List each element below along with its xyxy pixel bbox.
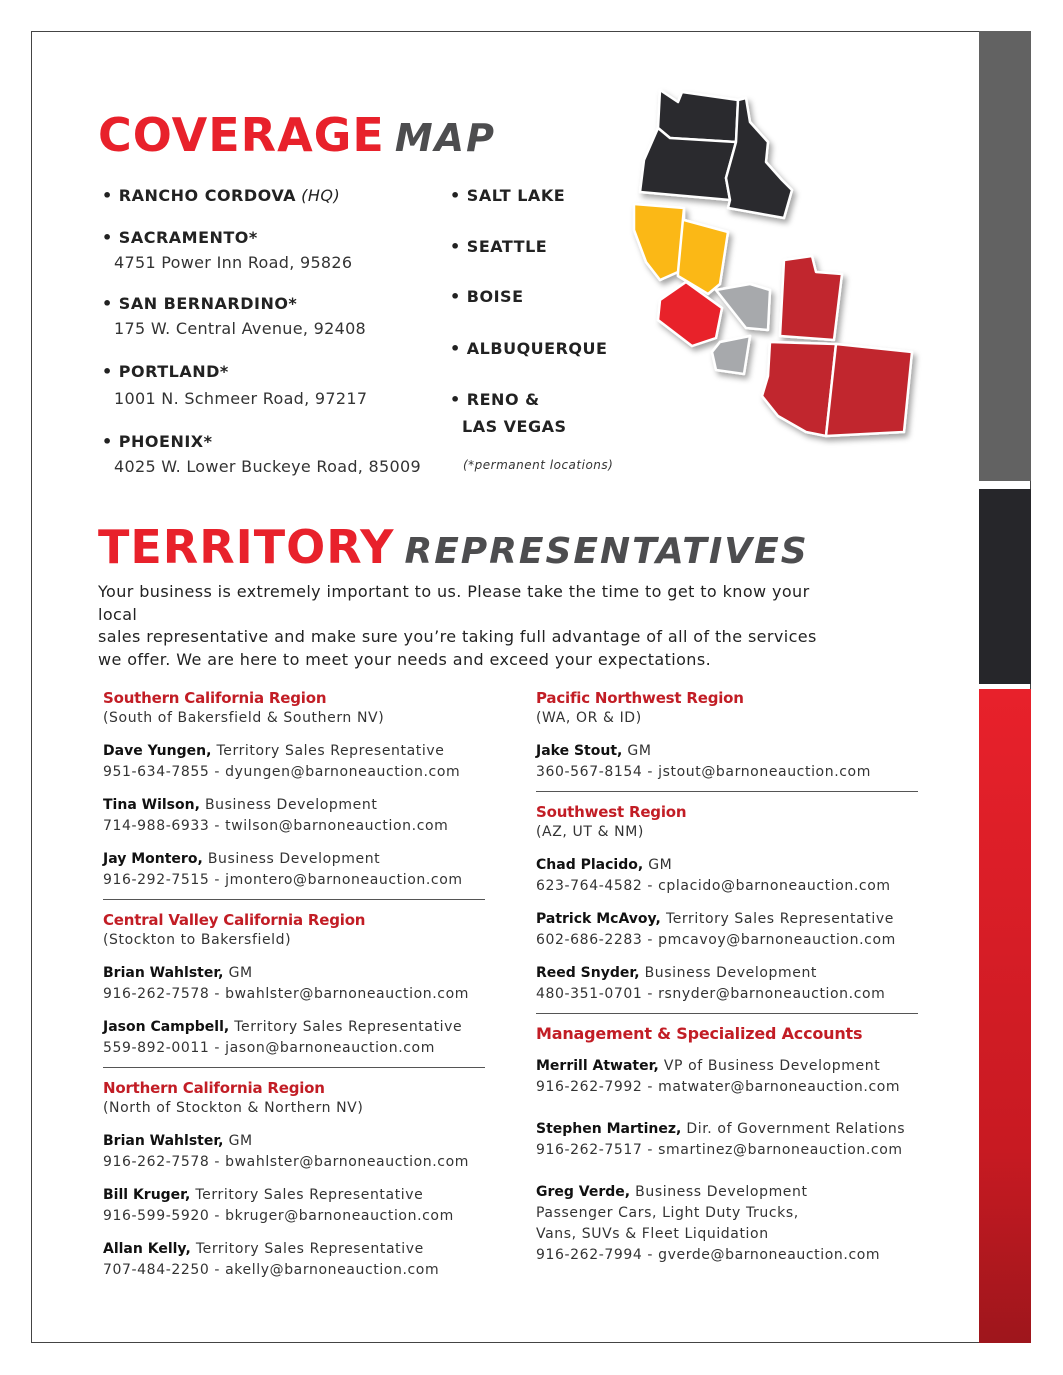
rep-entry: [103, 1185, 485, 1227]
rep-entry: [103, 963, 485, 1005]
rep-contact[interactable]: 916-262-7578 - bwahlster@barnoneauction.com: [103, 1154, 469, 1170]
rep-name: Greg Verde,: [536, 1184, 631, 1200]
rep-entry: [536, 1182, 918, 1266]
reps-column-right: [536, 688, 918, 1266]
rep-role: GM: [622, 743, 652, 759]
region-title: Central Valley California Region: [103, 911, 366, 929]
rep-contact[interactable]: 623-764-4582 - cplacido@barnoneauction.com: [536, 878, 891, 894]
territory-title-main: TERRITORY: [98, 520, 395, 574]
location-name: • PORTLAND*: [102, 362, 229, 381]
territory-title-sub: REPRESENTATIVES: [404, 531, 809, 572]
location-list-right: [450, 183, 607, 439]
rep-role: GM: [223, 1133, 253, 1149]
rep-detail: Vans, SUVs & Fleet Liquidation: [536, 1226, 769, 1242]
rep-entry: [103, 1017, 485, 1059]
rep-contact[interactable]: 602-686-2283 - pmcavoy@barnoneauction.com: [536, 932, 896, 948]
rep-contact[interactable]: 707-484-2250 - akelly@barnoneauction.com: [103, 1262, 440, 1278]
rep-contact[interactable]: 916-262-7994 - gverde@barnoneauction.com: [536, 1247, 881, 1263]
coverage-title-main: COVERAGE: [98, 108, 385, 162]
region-subtitle: (South of Bakersfield & Southern NV): [103, 710, 385, 726]
rep-entry: [103, 849, 485, 891]
location-name: • RANCHO CORDOVA: [102, 186, 296, 205]
rep-role: Business Development: [199, 797, 378, 813]
region-title: Southern California Region: [103, 689, 327, 707]
intro-line: we offer. We are here to meet your needs and exceed your expectations.: [98, 649, 712, 669]
coverage-map: [620, 80, 930, 460]
location-address: 4751 Power Inn Road, 95826: [114, 253, 353, 272]
intro-line: Your business is extremely important to us. Please take the time to get to know your local: [98, 582, 810, 624]
rep-contact[interactable]: 916-292-7515 - jmontero@barnoneauction.com: [103, 872, 463, 888]
rep-entry: [103, 741, 485, 783]
location-name: • SAN BERNARDINO*: [102, 294, 298, 313]
location-item: [102, 359, 421, 429]
region-subtitle: (Stockton to Bakersfield): [103, 932, 292, 948]
location-name: • SALT LAKE: [450, 186, 566, 205]
rep-name: Jake Stout,: [536, 743, 623, 759]
rep-name: Jason Campbell,: [103, 1019, 230, 1035]
region-subtitle: (WA, OR & ID): [536, 710, 642, 726]
region-title: Northern California Region: [103, 1079, 325, 1097]
sidebar-dark-band: [979, 489, 1031, 684]
rep-name: Brian Wahlster,: [103, 1133, 224, 1149]
rep-role: Dir. of Government Relations: [681, 1121, 906, 1137]
rep-name: Tina Wilson,: [103, 797, 200, 813]
location-item: [102, 225, 421, 291]
location-address: 175 W. Central Avenue, 92408: [114, 319, 367, 338]
utah-state: [780, 256, 842, 340]
rep-role: Business Development: [202, 851, 381, 867]
rep-name: Chad Placido,: [536, 857, 644, 873]
rep-name: Dave Yungen,: [103, 743, 212, 759]
rep-role: GM: [223, 965, 253, 981]
location-name: • ALBUQUERQUE: [450, 339, 608, 358]
region-divider: [103, 1067, 485, 1068]
rep-entry: [103, 1239, 485, 1281]
permanent-locations-note: (*permanent locations): [463, 458, 614, 472]
new-mexico-state: [826, 344, 912, 436]
rep-contact[interactable]: 360-567-8154 - jstout@barnoneauction.com: [536, 764, 871, 780]
location-name: • BOISE: [450, 287, 524, 306]
arizona-state: [762, 342, 836, 436]
region-divider: [536, 1013, 918, 1014]
rep-role: Territory Sales Representative: [190, 1187, 424, 1203]
location-address: 1001 N. Schmeer Road, 97217: [114, 389, 368, 408]
rep-role: Business Development: [630, 1184, 808, 1200]
gray-region-lower: [712, 336, 750, 374]
region-block: [103, 910, 485, 1059]
rep-name: Brian Wahlster,: [103, 965, 224, 981]
region-block: [103, 1078, 485, 1281]
rep-role: Territory Sales Representative: [211, 743, 445, 759]
location-name: • SEATTLE: [450, 237, 548, 256]
rep-entry: [536, 909, 918, 951]
location-name: • PHOENIX*: [102, 432, 213, 451]
california-north: [634, 204, 684, 280]
rep-name: Allan Kelly,: [103, 1241, 191, 1257]
rep-contact[interactable]: 951-634-7855 - dyungen@barnoneauction.com: [103, 764, 461, 780]
rep-name: Jay Montero,: [103, 851, 203, 867]
location-name: LAS VEGAS: [462, 417, 567, 436]
location-name: • SACRAMENTO*: [102, 228, 258, 247]
rep-entry: [536, 855, 918, 897]
rep-role: GM: [643, 857, 673, 873]
rep-role: Territory Sales Representative: [190, 1241, 424, 1257]
rep-contact[interactable]: 916-599-5920 - bkruger@barnoneauction.com: [103, 1208, 454, 1224]
location-suffix: (HQ): [301, 186, 341, 205]
rep-entry: [103, 795, 485, 837]
gray-region-upper: [716, 284, 770, 330]
rep-name: Stephen Martinez,: [536, 1121, 682, 1137]
rep-name: Merrill Atwater,: [536, 1058, 659, 1074]
rep-entry: [536, 741, 918, 783]
sidebar-red-band: [979, 689, 1031, 1343]
rep-role: Territory Sales Representative: [229, 1019, 463, 1035]
rep-contact[interactable]: 559-892-0011 - jason@barnoneauction.com: [103, 1040, 435, 1056]
territory-heading: [98, 520, 809, 574]
rep-entry: [103, 1131, 485, 1173]
rep-contact[interactable]: 480-351-0701 - rsnyder@barnoneauction.com: [536, 986, 886, 1002]
rep-contact[interactable]: 916-262-7578 - bwahlster@barnoneauction.com: [103, 986, 469, 1002]
rep-entry: [536, 1119, 918, 1161]
location-item: [102, 291, 421, 359]
rep-entry: [536, 1056, 918, 1098]
rep-contact[interactable]: 916-262-7517 - smartinez@barnoneauction.com: [536, 1142, 903, 1158]
rep-role: VP of Business Development: [658, 1058, 881, 1074]
sidebar-gray-band: [979, 31, 1031, 481]
rep-contact[interactable]: 916-262-7992 - matwater@barnoneauction.com: [536, 1079, 901, 1095]
location-name: • RENO &: [450, 390, 540, 409]
region-subtitle: (North of Stockton & Northern NV): [103, 1100, 364, 1116]
location-address: 4025 W. Lower Buckeye Road, 85009: [114, 457, 421, 476]
color-sidebar: [979, 31, 1031, 1343]
rep-name: Reed Snyder,: [536, 965, 640, 981]
region-subtitle: (AZ, UT & NM): [536, 824, 644, 840]
region-divider: [536, 791, 918, 792]
rep-contact[interactable]: 714-988-6933 - twilson@barnoneauction.com: [103, 818, 449, 834]
rep-role: Business Development: [639, 965, 818, 981]
region-title: Pacific Northwest Region: [536, 689, 744, 707]
rep-name: Patrick McAvoy,: [536, 911, 661, 927]
rep-role: Territory Sales Representative: [660, 911, 894, 927]
territory-intro: [98, 581, 838, 671]
region-block: [103, 688, 485, 891]
rep-entry: [536, 963, 918, 1005]
region-block: [536, 688, 918, 783]
location-list-left: [102, 183, 421, 479]
region-title: Management & Specialized Accounts: [536, 1024, 863, 1043]
washington-state: [658, 90, 738, 142]
region-block: [536, 802, 918, 1005]
rep-name: Bill Kruger,: [103, 1187, 191, 1203]
location-item: [102, 429, 421, 479]
rep-detail: Passenger Cars, Light Duty Trucks,: [536, 1205, 799, 1221]
intro-line: sales representative and make sure you’re taking full advantage of all of the services: [98, 627, 817, 646]
region-block: [536, 1024, 918, 1266]
region-divider: [103, 899, 485, 900]
location-item: [102, 183, 421, 225]
region-title: Southwest Region: [536, 803, 687, 821]
coverage-heading: [98, 108, 496, 162]
reps-column-left: [103, 688, 485, 1281]
coverage-title-sub: MAP: [394, 116, 496, 160]
